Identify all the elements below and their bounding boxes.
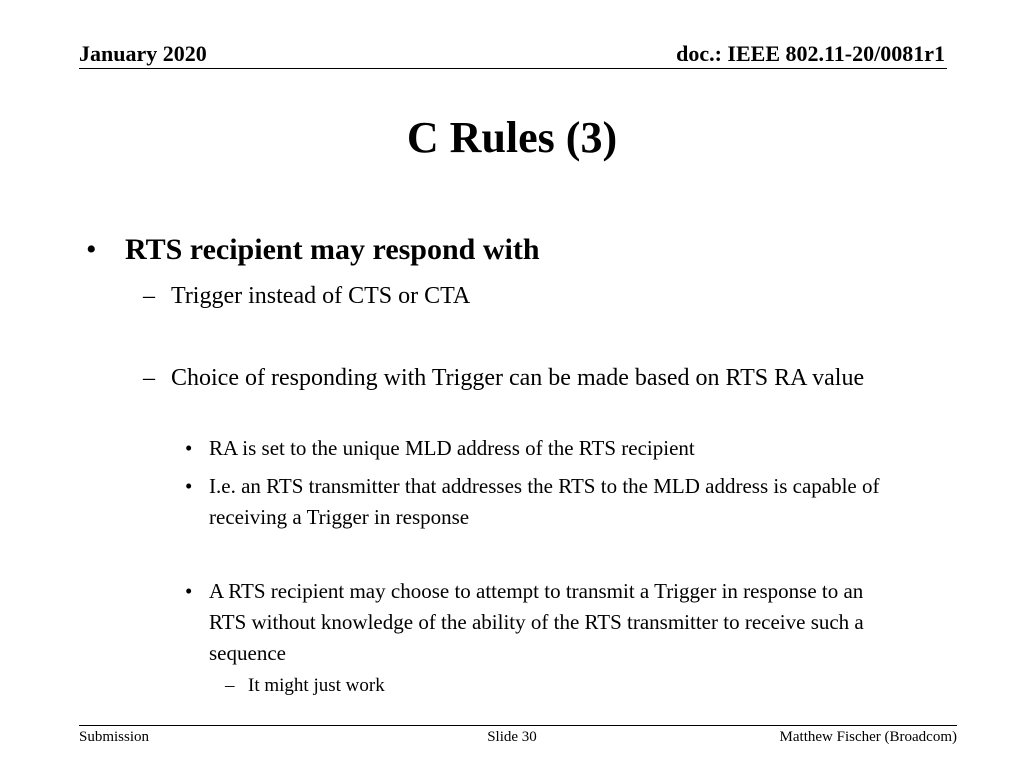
bullet-marker: • bbox=[86, 233, 97, 266]
bullet-marker: • bbox=[185, 436, 193, 460]
dash-marker: – bbox=[143, 283, 155, 309]
footer-slide-number: Slide 30 bbox=[487, 729, 537, 745]
sub-sub-bullet-ie-rts-transmitter: I.e. an RTS transmitter that addresses the RTS to the MLD address is capable of receiving a Trigger in response bbox=[209, 474, 880, 529]
sub-sub-bullet-rts-recipient-may-choose: A RTS recipient may choose to attempt to transmit a Trigger in response to an RTS without knowledge of the ability of the RTS transmitter to receive such a sequence bbox=[209, 579, 864, 665]
footer-author: Matthew Fischer (Broadcom) bbox=[779, 729, 957, 745]
sub-bullet-choice-of-responding: Choice of responding with Trigger can be made based on RTS RA value bbox=[171, 365, 865, 391]
slide-title: C Rules (3) bbox=[406, 113, 618, 162]
header-date: January 2020 bbox=[79, 41, 207, 66]
dash-marker: – bbox=[225, 675, 235, 696]
bullet-rts-recipient: RTS recipient may respond with bbox=[125, 233, 540, 266]
bullet-marker: • bbox=[185, 579, 193, 603]
sub-sub-bullet-ra-set: RA is set to the unique MLD address of the RTS recipient bbox=[209, 436, 695, 460]
header-doc-id: doc.: IEEE 802.11-20/0081r1 bbox=[676, 41, 945, 66]
bullet-marker: • bbox=[185, 474, 193, 498]
header-divider bbox=[79, 68, 947, 69]
footer-submission: Submission bbox=[79, 729, 150, 745]
footer-divider bbox=[79, 725, 957, 726]
sub-bullet-trigger-instead: Trigger instead of CTS or CTA bbox=[171, 283, 471, 309]
dash-marker: – bbox=[143, 365, 155, 391]
sub-sub-sub-bullet-might-just-work: It might just work bbox=[248, 675, 385, 696]
